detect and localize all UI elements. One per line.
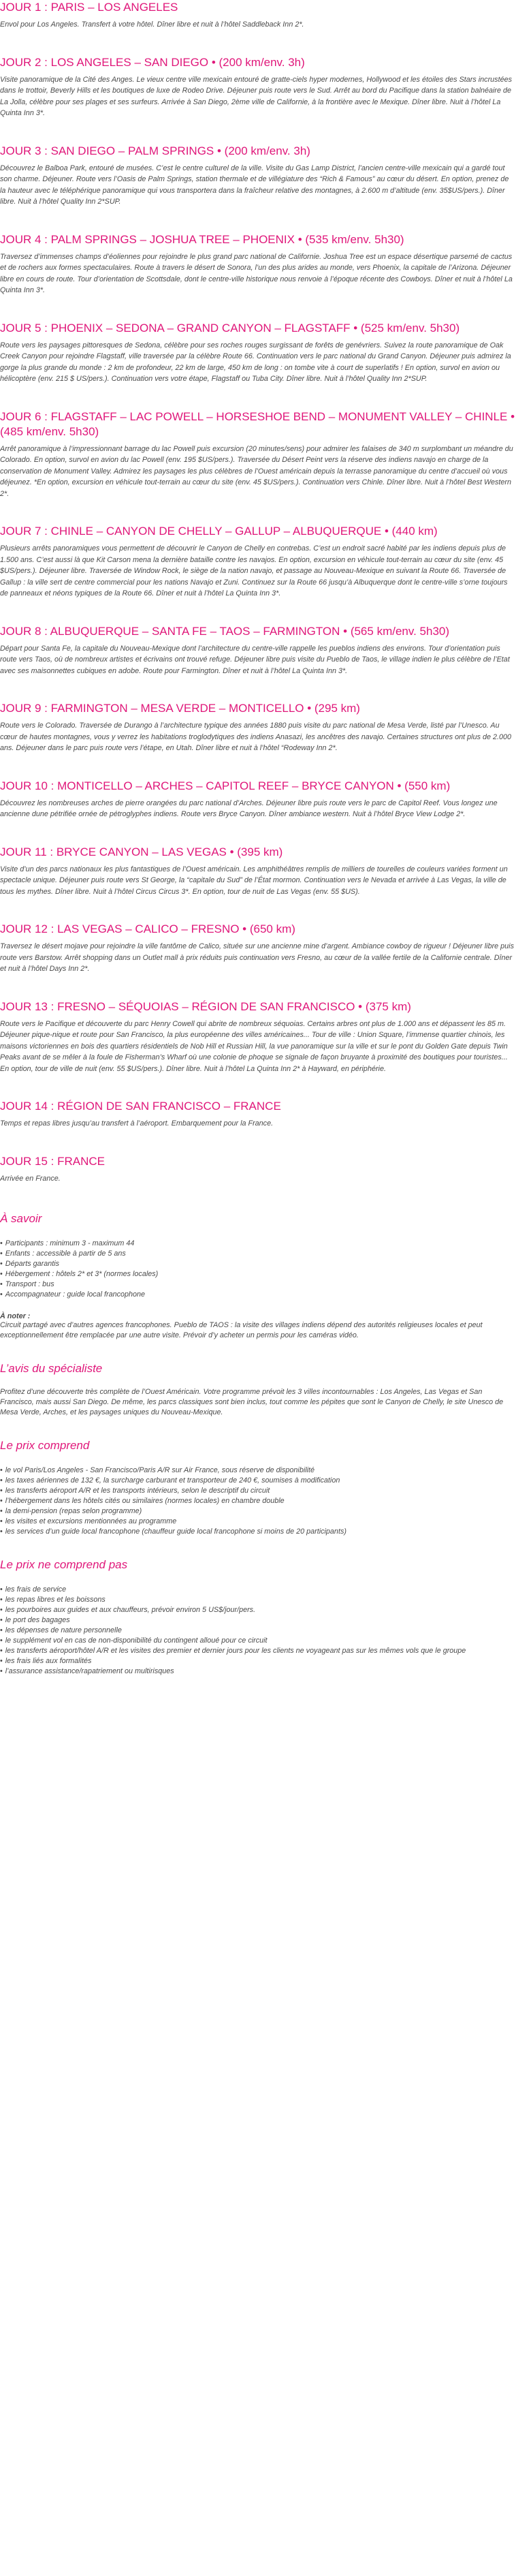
- day-title: JOUR 13 : FRESNO – SÉQUOIAS – RÉGION DE SAN FRANCISCO • (375 km): [0, 999, 411, 1013]
- day-section: [0, 144, 516, 208]
- day-title: JOUR 8 : ALBUQUERQUE – SANTA FE – TAOS – FARMINGTON • (565 km/env. 5h30): [0, 624, 450, 638]
- section-heading: Le prix ne comprend pas: [0, 1558, 128, 1571]
- day-description: Traversez d’immenses champs d’éoliennes pour rejoindre le plus grand parc national de Californie. Joshua Tree est un espace désertique parsemé de cactus et de rochers aux formes spectaculaires. Route à travers le désert de Sonora, l’un des plus arides au monde, vers Phoenix, la capitale de l’Arizona. Déjeuner libre en cours de route. Tour d’orientation de Scottsdale, dont le centre-ville historique nous renvoie à l’époque récente des Cowboys. Dîner et nuit à l’hôtel La Quinta Inn 3*.: [0, 252, 513, 294]
- list-item: • Hébergement : hôtels 2* et 3* (normes locales): [0, 1269, 516, 1279]
- day-description: Visite panoramique de la Cité des Anges. Le vieux centre ville mexicain entouré de gratte-ciels hyper modernes, Hollywood et les étoiles des Stars incrustées dans le trottoir, Beverly Hills et les boutiques de luxe de Rodeo Drive. Déjeuner puis route vers le Sud. Arrêt au bord du Pacifique dans la station balnéaire de La Jolla, célèbre pour ses plages et ses surfeurs. Arrivée à San Diego, 2ème ville de Californie, à la frontière avec le Mexique. Dîner libre. Nuit à l’hôtel La Quinta Inn 3*.: [0, 75, 512, 117]
- day-section: [0, 0, 516, 31]
- day-section: [0, 1099, 516, 1130]
- day-title: JOUR 4 : PALM SPRINGS – JOSHUA TREE – PHOENIX • (535 km/env. 5h30): [0, 232, 404, 246]
- list-item: • les services d’un guide local francophone (chauffeur guide local francophone si moins de 20 participants): [0, 1527, 516, 1537]
- day-description: Route vers le Pacifique et découverte du parc Henry Cowell qui abrite de nombreux séquoias. Certains arbres ont plus de 1.000 ans et dépassent les 85 m. Déjeuner pique-nique et route pour San Francisco, la plus européenne des villes américaines... Tour de ville : Union Square, l’immense quartier chinois, les maisons victoriennes en bois des quartiers résidentiels de Nob Hill et Russian Hill, la vue panoramique sur la ville et sur le pont du Golden Gate depuis Twin Peaks avant de se mêler à la foule de Fisherman’s Wharf où une colonie de phoque se signale de façon bruyante à proximité des boutiques pour touristes... En option, tour de ville de nuit (env. 55 $US/pers.). Dîner libre. Nuit à l’hôtel La Quinta Inn 2* à Hayward, en périphérie.: [0, 1019, 508, 1073]
- price-excludes-section: [0, 1557, 516, 1677]
- list-item: • Transport : bus: [0, 1279, 516, 1290]
- list-item: • les repas libres et les boissons: [0, 1595, 516, 1605]
- specialist-text: Profitez d’une découverte très complète de l’Ouest Américain. Votre programme prévoit les 3 villes incontournables : Los Angeles, Las Vegas et San Francisco, mais aussi San Diego. De même, les parcs classiques sont bien inclus, tout comme les pépites que sont le Canyon de Chelly, le site Unesco de Mesa Verde, Arches, et les paysages uniques du Nouveau-Mexique.: [0, 1388, 504, 1416]
- note-heading: À noter :: [0, 1312, 31, 1320]
- day-section: [0, 701, 516, 754]
- list-item: • l’hébergement dans les hôtels cités ou similaires (normes locales) en chambre double: [0, 1496, 516, 1506]
- day-description: Traversez le désert mojave pour rejoindre la ville fantôme de Calico, située sur une ancienne mine d’argent. Ambiance cowboy de rigueur ! Déjeuner libre puis route vers Barstow. Arrêt shopping dans un Outlet mall à prix réduits puis continuation vers Fresno, au cœur de la vallée fertile de la Californie centrale. Dîner et nuit à l’hôtel Days Inn 2*.: [0, 942, 514, 973]
- day-description: Découvrez les nombreuses arches de pierre orangées du parc national d’Arches. Déjeuner libre puis route vers le parc de Capitol Reef. Vous longez une ancienne dune pétrifiée ornée de pétroglyphes indiens. Route vers Bryce Canyon. Dîner ambiance western. Nuit à l’hôtel Bryce View Lodge 2*.: [0, 798, 498, 818]
- day-title: JOUR 15 : FRANCE: [0, 1154, 105, 1168]
- day-description: Arrêt panoramique à l’impressionnant barrage du lac Powell puis excursion (20 minutes/sens) pour admirer les falaises de 340 m surplombant un méandre du Colorado. En option, survol en avion du lac Powell (env. 195 $US/pers.). Traversée du Désert Peint vers la réserve des indiens navajo en charge de la conservation de Monument Valley. Admirez les paysages les plus célèbres de l’Ouest américain depuis la terrasse panoramique du centre d’accueil où vous déjeunez. *En option, excursion en véhicule tout-terrain au cœur du site (env. 45 $US/pers.). Continuation vers Chinle. Dîner libre. Nuit à l’hôtel Best Western 2*.: [0, 444, 513, 498]
- day-section: [0, 779, 516, 820]
- day-section: [0, 524, 516, 600]
- section-heading: À savoir: [0, 1212, 42, 1225]
- list-item: • Accompagnateur : guide local francophone: [0, 1290, 516, 1300]
- day-title: JOUR 3 : SAN DIEGO – PALM SPRINGS • (200 km/env. 3h): [0, 144, 310, 157]
- list-item: • les frais liés aux formalités: [0, 1656, 516, 1666]
- includes-list: [0, 1465, 516, 1537]
- day-title: JOUR 6 : FLAGSTAFF – LAC POWELL – HORSESHOE BEND – MONUMENT VALLEY – CHINLE • (485 km/env. 5h30): [0, 409, 515, 438]
- day-description: Découvrez le Balboa Park, entouré de musées. C’est le centre culturel de la ville. Visite du Gas Lamp District, l’ancien centre-ville mexicain qui a gardé tout son charme. Déjeuner. Route vers l’Oasis de Palm Springs, station thermale et de villégiature des “Rich & Famous” au cœur du désert. En option, prenez de la hauteur avec le téléphérique panoramique qui vous transportera dans la fraîcheur relative des montagnes, à 2.600 m d’altitude (env. 35$US/pers.). Dîner libre. Nuit à l’hôtel Quality Inn 2*SUP.: [0, 164, 509, 206]
- note-text: Circuit partagé avec d’autres agences francophones. Pueblo de TAOS : la visite des villages indiens dépend des autorités religieuses locales et peut exceptionnellement être remplacée par une autre visite. Prévoir d’y acheter un permis pour les caméras vidéo.: [0, 1321, 483, 1339]
- day-section: [0, 999, 516, 1075]
- list-item: • le port des bagages: [0, 1615, 516, 1626]
- day-section: [0, 624, 516, 677]
- day-section: [0, 321, 516, 385]
- section-heading: Le prix comprend: [0, 1439, 90, 1452]
- day-title: JOUR 10 : MONTICELLO – ARCHES – CAPITOL REEF – BRYCE CANYON • (550 km): [0, 779, 451, 792]
- list-item: • les dépenses de nature personnelle: [0, 1626, 516, 1636]
- day-title: JOUR 14 : RÉGION DE SAN FRANCISCO – FRANCE: [0, 1100, 281, 1113]
- list-item: • les visites et excursions mentionnées au programme: [0, 1517, 516, 1527]
- savoir-list: [0, 1239, 516, 1300]
- day-description: Visite d’un des parcs nationaux les plus fantastiques de l’Ouest américain. Les amphithéâtres remplis de milliers de tourelles de couleurs variées forment un spectacle unique. Déjeuner puis route vers St George, la “capitale du Sud” de l’État mormon. Continuation vers le Nevada et arrivée à Las Vegas, la ville de tous les mythes. Dîner libre. Nuit à l’hôtel Circus Circus 3*. En option, tour de nuit de Las Vegas (env. 55 $US).: [0, 865, 508, 896]
- day-title: JOUR 7 : CHINLE – CANYON DE CHELLY – GALLUP – ALBUQUERQUE • (440 km): [0, 525, 438, 538]
- day-description: Temps et repas libres jusqu’au transfert à l’aéroport. Embarquement pour la France.: [0, 1119, 274, 1128]
- list-item: • les transferts aéroport/hôtel A/R et les visites des premier et dernier jours pour les clients ne voyageant pas sur les mêmes vols que le groupe: [0, 1646, 516, 1656]
- day-description: Envol pour Los Angeles. Transfert à votre hôtel. Dîner libre et nuit à l’hôtel Saddleback Inn 2*.: [0, 20, 304, 29]
- a-savoir-section: [0, 1211, 516, 1341]
- day-description: Départ pour Santa Fe, la capitale du Nouveau-Mexique dont l’architecture du centre-ville rappelle les pueblos indiens des environs. Tour d’orientation puis route vers Taos, où de nombreux artistes et écrivains ont trouvé refuge. Déjeuner libre puis visite du Pueblo de Taos, le village indien le plus célèbre de l’Etat avec ses maisonnettes cubiques en adobe. Route pour Farmington. Dîner et nuit à l’hôtel La Quinta Inn 3*.: [0, 644, 510, 675]
- day-title: JOUR 2 : LOS ANGELES – SAN DIEGO • (200 km/env. 3h): [0, 55, 305, 69]
- day-title: JOUR 5 : PHOENIX – SEDONA – GRAND CANYON – FLAGSTAFF • (525 km/env. 5h30): [0, 321, 460, 335]
- day-section: [0, 845, 516, 898]
- day-section: [0, 922, 516, 975]
- specialist-section: [0, 1361, 516, 1418]
- list-item: • la demi-pension (repas selon programme): [0, 1506, 516, 1517]
- list-item: • Départs garantis: [0, 1259, 516, 1269]
- list-item: • le vol Paris/Los Angeles - San Francisco/Paris A/R sur Air France, sous réserve de disponibilité: [0, 1465, 516, 1476]
- day-section: [0, 232, 516, 296]
- list-item: • les pourboires aux guides et aux chauffeurs, prévoir environ 5 US$/jour/pers.: [0, 1605, 516, 1615]
- day-description: Plusieurs arrêts panoramiques vous permettent de découvrir le Canyon de Chelly en contrebas. C’est un endroit sacré habité par les indiens depuis plus de 1.500 ans. C’est aussi là que Kit Carson mena la dernière bataille contre les navajos. En option, excursion en véhicule tout-terrain au cœur du site (env. 45 $US/pers.). Déjeuner libre. Traversée de Window Rock, le siège de la nation navajo, et passage au Nouveau-Mexique en suivant la Route 66. Traversée de Gallup : la ville sert de centre commercial pour les nations Navajo et Zuni. Continuez sur la Route 66 jusqu’à Albuquerque dont le centre-ville s’orne toujours de panneaux et néons typiques de la Route 66. Dîner et nuit à l’hôtel La Quinta Inn 3*.: [0, 544, 508, 598]
- day-section: [0, 55, 516, 119]
- day-title: JOUR 11 : BRYCE CANYON – LAS VEGAS • (395 km): [0, 845, 283, 858]
- day-description: Arrivée en France.: [0, 1174, 61, 1183]
- day-title: JOUR 9 : FARMINGTON – MESA VERDE – MONTICELLO • (295 km): [0, 702, 360, 715]
- list-item: • les taxes aériennes de 132 €, la surcharge carburant et transporteur de 240 €, soumises à modification: [0, 1476, 516, 1486]
- price-includes-section: [0, 1438, 516, 1537]
- day-description: Route vers le Colorado. Traversée de Durango à l’architecture typique des années 1880 puis visite du parc national de Mesa Verde, listé par l’Unesco. Au cœur de hautes montagnes, vous y verrez les habitations troglodytiques des indiens Anasazi, les ancêtres des navajo. Certaines structures ont plus de 2.000 ans. Déjeuner dans le parc puis route vers l’étape, en Utah. Dîner libre et nuit à l’hôtel “Rodeway Inn 2*.: [0, 721, 512, 752]
- list-item: • Enfants : accessible à partir de 5 ans: [0, 1249, 516, 1259]
- day-title: JOUR 12 : LAS VEGAS – CALICO – FRESNO • (650 km): [0, 922, 295, 935]
- list-item: • les frais de service: [0, 1585, 516, 1595]
- list-item: • l’assurance assistance/rapatriement ou multirisques: [0, 1666, 516, 1677]
- day-section: [0, 1154, 516, 1185]
- day-title: JOUR 1 : PARIS – LOS ANGELES: [0, 1, 178, 14]
- excludes-list: [0, 1585, 516, 1677]
- day-description: Route vers les paysages pittoresques de Sedona, célèbre pour ses roches rouges surgissant de forêts de genévriers. Suivez la route panoramique de Oak Creek Canyon pour rejoindre Flagstaff, ville traversée par la célèbre Route 66. Continuation vers le parc national du Grand Canyon. Déjeuner puis admirez la gorge la plus grande du monde : 2 km de profondeur, 22 km de large, 450 km de long : on tombe vite à court de superlatifs ! En option, survol en avion ou hélicoptère (env. 215 $ US/pers.). Continuation vers votre étape, Flagstaff ou Tuba City. Dîner libre. Nuit à l’hôtel Quality Inn 2*SUP.: [0, 341, 511, 383]
- list-item: • le supplément vol en cas de non-disponibilité du contingent alloué pour ce circuit: [0, 1636, 516, 1646]
- list-item: • les transferts aéroport A/R et les transports intérieurs, selon le descriptif du circuit: [0, 1486, 516, 1496]
- section-heading: L’avis du spécialiste: [0, 1362, 103, 1375]
- day-section: [0, 409, 516, 500]
- list-item: • Participants : minimum 3 - maximum 44: [0, 1239, 516, 1249]
